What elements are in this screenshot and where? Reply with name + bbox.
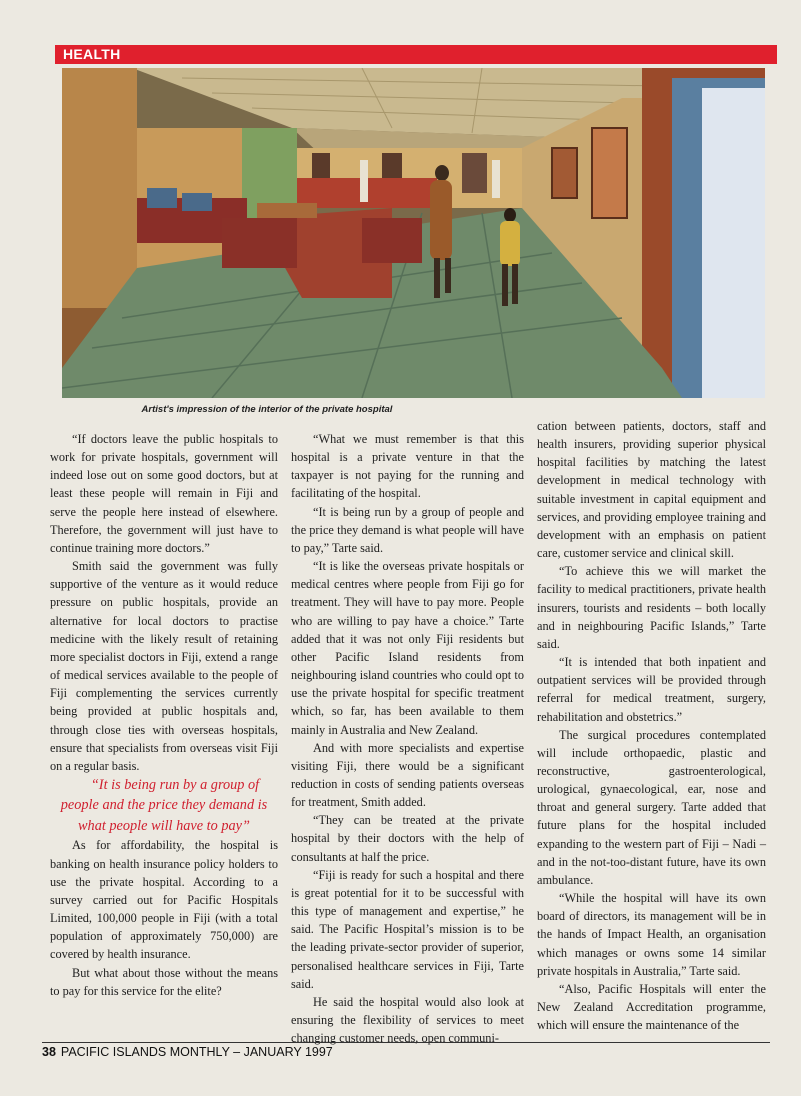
paragraph: “What we must remember is that this hospital is a private venture in that the taxpayer is not paying for the running and facilitating of the hospital. xyxy=(291,432,524,501)
paragraph: The surgical procedures contemplated will include orthopaedic, plastic and reconstructive, gastroenterological, urological, gynaecological, ear, nose and throat and general surgery. Tarte added that future plans for the hospital included expanding to the western part of Fiji – Nadi – and in the not-too-distant future, have its own ambulance. xyxy=(537,727,766,887)
article-column-1 xyxy=(50,430,278,1000)
paragraph: “They can be treated at the private hospital by their doctors with the help of consultants at half the price. xyxy=(291,813,524,864)
paragraph: “If doctors leave the public hospitals to work for private hospitals, government will indeed lose out on some good doctors, but at least these people will remain in Fiji and serve the people here instead of elsewhere. Therefore, the government will just have to continue training more doctors.” xyxy=(50,432,278,555)
paragraph: As for affordability, the hospital is banking on health insurance policy holders to use the private hospital. According to a survey carried out for Pacific Hospitals Limited, 100,000 people in Fiji (with a total population of approximately 750,000) are covered by health insurance. xyxy=(50,838,278,962)
paragraph: “It is intended that both inpatient and outpatient services will be provided through referral for medical treatment, surgery, rehabilitation and obstetrics.” xyxy=(537,655,766,724)
paragraph: Smith said the government was fully supportive of the venture as it would reduce pressure on public hospitals, provide an alternative for local doctors to practise medicine with the likely result of retaining more specialist doctors in Fiji, extend a range of medical services available to the people of Fiji complementing the services currently being provided at public hospitals and, through close ties with overseas hospitals, ensure that specialists from overseas visit Fiji on a regular basis. xyxy=(50,559,278,773)
paragraph: “While the hospital will have its own board of directors, its management will be in the hands of Impact Health, an organisation which manages or owns some 14 similar private hospitals in Australia,” Tarte said. xyxy=(537,891,766,978)
article-column-3 xyxy=(537,417,766,1034)
paragraph: “Fiji is ready for such a hospital and there is great potential for it to be successful with this type of management and expertise,” he said. The Pacific Hospital’s mission is to be the leading private-sector provider of superior, personalised healthcare services in Fiji, Tarte said. xyxy=(291,867,524,991)
photo-caption: Artist's impression of the interior of the private hospital xyxy=(141,404,393,415)
paragraph-continued: cation between patients, doctors, staff and health insurers, providing superior physical hospital facilities by matching the latest development in medical technology with suitable investment in capital equipment and services, and providing employee training and development with an emphasis on patient care, customer service and clinical skill. xyxy=(537,419,766,561)
publication-line: PACIFIC ISLANDS MONTHLY – JANUARY 1997 xyxy=(60,1045,333,1059)
paragraph: “It is being run by a group of people and the price they demand is what people will have to pay,” Tarte said. xyxy=(291,504,524,555)
section-label: HEALTH xyxy=(63,46,121,62)
hospital-interior-illustration xyxy=(62,68,765,398)
paragraph: But what about those without the means to pay for this service for the elite? xyxy=(50,965,278,998)
footer-rule xyxy=(42,1042,770,1043)
paragraph: He said the hospital would also look at ensuring the flexibility of services to meet changing customer needs, open communi- xyxy=(291,994,524,1046)
page-number: 38 xyxy=(42,1045,56,1059)
paragraph: And with more specialists and expertise visiting Fiji, there would be a significant reduction in costs of sending patients overseas for treatment, Smith added. xyxy=(291,740,524,810)
page-footer xyxy=(42,1045,333,1059)
paragraph: “To achieve this we will market the facility to medical practitioners, private health insurers, tourists and residents – both locally and in neighbouring Pacific Islands,” Tarte said. xyxy=(537,564,766,651)
article-column-2 xyxy=(291,430,524,1047)
paragraph: “It is like the overseas private hospitals or medical centres where people from Fiji go for treatment. They will have to pay more. People who are willing to pay have a choice.” Tarte added that it was not only Fiji residents but other Pacific Island residents from neighbouring island countries who could opt to use the private hospital for specific treatment which, so far, has been available to them mainly in Australia and New Zealand. xyxy=(291,559,524,737)
pull-quote: “It is being run by a group of people and the price they demand is what people will have to pay” xyxy=(60,776,268,834)
section-header-bar xyxy=(55,45,777,64)
paragraph: “Also, Pacific Hospitals will enter the New Zealand Accreditation programme, which will ensure the maintenance of the xyxy=(537,981,766,1033)
